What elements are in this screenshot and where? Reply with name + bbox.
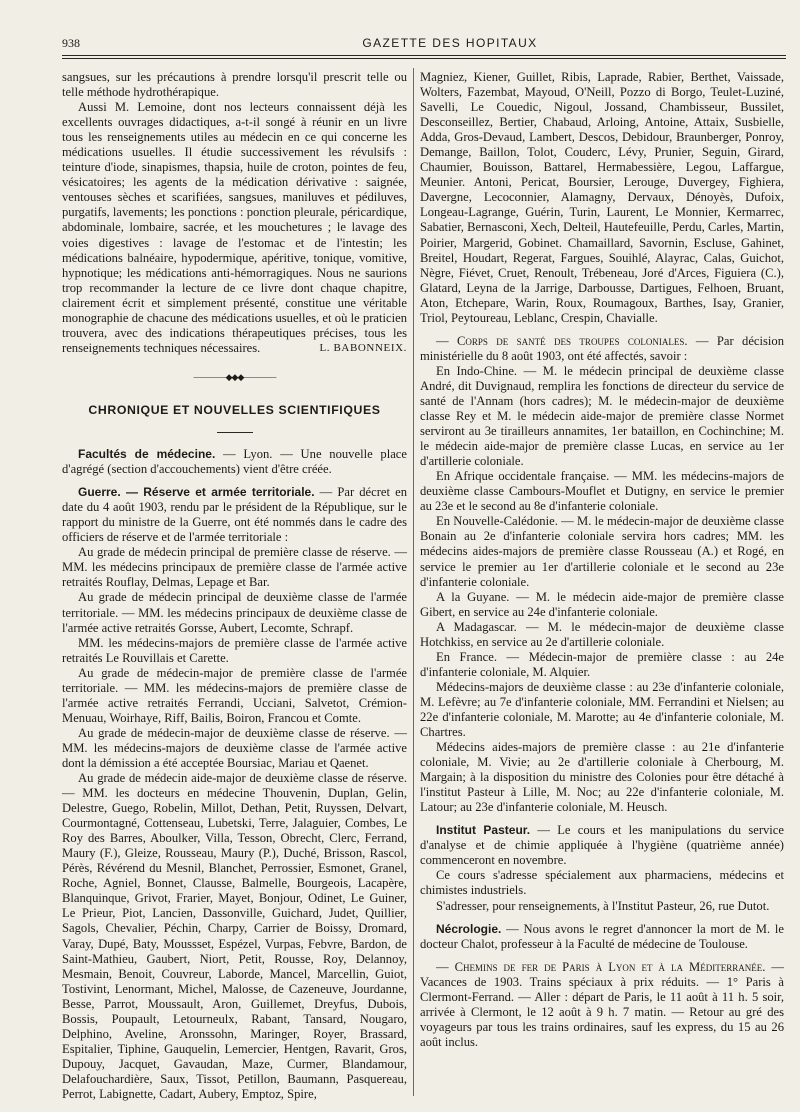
section-ornament: ————◆◆◆———— xyxy=(193,371,276,382)
paragraph: Magniez, Kiener, Guillet, Ribis, Laprade, Rabier, Berthet, Vaissade, Wolters, Fazembat, Mayoud, O'Neill, Pozzo di Borgo, Teulet-Luziné, Savelli, Le Couedic, Nigoul, Jossand, Chambisseur, Bussilet, Desconseillez, Bertier, Chabaud, Arloing, Antoine, Attaix, Susbielle, Adda, Gros-Devaud, Lambert, Descos, Debidour, Braunberger, Ponroy, Demange, Baillon, Tolot, Couderc, Lévy, Prunier, Seguin, Girard, Chaumier, Bouisson, Battarel, Hermabessière, Legou, Laffargue, Meunier. Antoni, Pericat, Boursier, Lerouge, Duvergey, Fighiera, Davergne, Lecoconnier, Alamagny, Dervaux, Dénoyès, Dufoix, Longeau-Lagrange, Guérin, Turin, Laurent, Le Monnier, Kermarrec, Sabatier, Bernasconi, Xech, Delteil, Hautefeuille, Perdu, Carles, Martin, Poirier, Margerid, Gobinet. Chamaillard, Savornin, Escluse, Gahinet, Breitel, Houdart, Regerat, Fargues, Souihlé, Alayrac, Calas, Guichot, Nègre, Fiévet, Cruet, Renoult, Trébeneau, Joré d'Arces, Figuiera (C.), Glatard, Leyna de la Jarrige, Darbousse, Dartigues, Felhoen, Bruant, Aton, Etchepare, Warin, Roux, Roumagoux, Barthes, Isay, Granier, Triol, Peytoureau, Leblanc, Crespin, Chavialle. xyxy=(420,70,784,325)
news-body: — Lyon. — Une nouvelle place d'agrégé (section d'accouchements) vient d'être créée. xyxy=(62,447,407,477)
news-body: — Par décret en date du 4 août 1903, rendu par le président de la République, sur le rapport du ministre de la Guerre, ont été nommés dans le cadre des officiers de réserve et de l'armée territoriale : xyxy=(62,485,408,545)
news-heading: Nécrologie. xyxy=(436,921,502,936)
paragraph: En France. — Médecin-major de première classe : au 24e d'infanterie coloniale, M. Alquier. xyxy=(420,649,784,679)
paragraph: Au grade de médecin-major de deuxième classe de réserve. — MM. les médecins-majors de deuxième classe de l'armée active dont la démission a été acceptée Boursiac, Mariau et Qaenet. xyxy=(62,725,407,770)
paragraph: Aussi M. Lemoine, dont nos lecteurs connaissent déjà les excellents ouvrages didactiques, a-t-il songé à réunir en un livre tous les renseignements utiles au médecin en ce qui concerne les médications usuelles. Il étudie successivement les révulsifs : teinture d'iode, sinapismes, thapsia, huile de croton, pointes de feu, vésicatoires; les agents de la médication dérivative : saignée, ventouses sèches et scarifiées, sangsues, maniluves et pédiluves, purgatifs, lavements; les ponctions : ponction pleurale, péricardique, abdominale, lombaire, sacrée, et les mouchetures ; le lavage des voies digestives : lavage de l'estomac et de l'intestin; les médications balnéaire, hypodermique, apéritive, tonique, vomitive, hypnotique; les médications anti-hémorragiques. Nous ne saurions trop recommander la lecture de ce livre dont chaque chapitre, clairement écrit et simplement présenté, constitue une véritable monographie de chacune des médications usuelles, et où le praticien trouvera, avec des indications thérapeutiques précises, tous les renseignements techniques nécessaires. xyxy=(62,100,407,355)
paragraph: MM. les médecins-majors de première classe de l'armée active retraités Le Rouvillais et Carette. xyxy=(62,635,407,665)
news-item xyxy=(62,485,407,545)
page-number: 938 xyxy=(62,36,80,50)
author-signature: L. BABONNEIX. xyxy=(319,341,407,354)
news-body: — Nous avons le regret d'annoncer la mort de M. le docteur Chalot, professeur à la Faculté de médecine de Toulouse. xyxy=(420,921,784,951)
header-rule-bottom xyxy=(62,58,786,59)
paragraph: Au grade de médecin-major de première classe de l'armée territoriale. — MM. les médecins-majors de première classe de l'armée active retraités Ferrandi, Ucciani, Salvetot, Crémion-Menuau, Woirhaye, Riff, Bailis, Boiron, Francou et Comte. xyxy=(62,665,407,725)
journal-title: GAZETTE DES HOPITAUX xyxy=(362,36,538,50)
news-item xyxy=(420,960,784,1050)
news-heading: — Chemins de fer de Paris à Lyon et à la Méditerranée. xyxy=(436,959,766,974)
news-item xyxy=(420,922,784,952)
paragraph: Ce cours s'adresse spécialement aux pharmaciens, médecins et chimistes industriels. xyxy=(420,868,784,898)
section-title: CHRONIQUE ET NOUVELLES SCIENTIFIQUES xyxy=(88,402,381,417)
news-body: — Par décision ministérielle du 8 août 1903, ont été affectés, savoir : xyxy=(420,333,784,363)
section-rule xyxy=(217,432,253,433)
paragraph: En Nouvelle-Calédonie. — M. le médecin-major de deuxième classe Bonain au 2e d'infanterie coloniale servira hors cadres; MM. les médecins aides-majors de première classe Rousseau (A.) et Rogé, en service le premier au 1er d'artillerie coloniale et le second au 23e d'infanterie coloniale. xyxy=(420,514,784,589)
paragraph: A la Guyane. — M. le médecin aide-major de première classe Gibert, en service au 24e d'infanterie coloniale. xyxy=(420,589,784,619)
news-heading: Facultés de médecine. xyxy=(78,447,216,462)
paragraph: S'adresser, pour renseignements, à l'Institut Pasteur, 26, rue Dutot. xyxy=(436,898,770,913)
news-body: — Le cours et les manipulations du service d'analyse et de chimie appliquée à l'hygiène (quatrième année) commenceront en novembre. xyxy=(420,823,784,868)
news-item xyxy=(420,334,784,364)
paragraph: En Afrique occidentale française. — MM. les médecins-majors de deuxième classe Cambours-Mouflet et Dutigny, en service le premier au 23e et le second au 8e d'infanterie coloniale. xyxy=(420,469,784,514)
header-rule-top xyxy=(62,55,786,56)
paragraph: Au grade de médecin principal de deuxième classe de l'armée territoriale. — MM. les médecins principaux de deuxième classe de l'armée active retraités Gorsse, Aubert, Lecomte, Schrapf. xyxy=(62,590,407,635)
paragraph: A Madagascar. — M. le médecin-major de deuxième classe Hotchkiss, en service au 2e d'artillerie coloniale. xyxy=(420,619,784,649)
paragraph: Médecins aides-majors de première classe : au 21e d'infanterie coloniale, M. Vivie; au 2e d'artillerie coloniale à Cherbourg, M. Margain; à la disposition du ministre des Colonies pour être détaché à l'institut Pasteur à Lille, M. Noc; au 22e d'infanterie coloniale, M. Latour; au 23e d'infanterie coloniale, M. Heusch. xyxy=(420,740,784,815)
paragraph: Au grade de médecin aide-major de deuxième classe de réserve. — MM. les docteurs en médecine Thouvenin, Duplan, Gelin, Delestre, Guego, Robelin, Millot, Dethan, Petit, Ruyssen, Delvart, Courmontagné, Cottenseau, Lubetski, Terre, Jalaguier, Combes, Le Roy des Barres, Aboulker, Villa, Tesson, Obrecht, Clerc, Ferrand, Maury (F.), Gleize, Rousseau, Maury (P.), Duché, Brisson, Rascol, Pérès, Révérend du Mesnil, Blanchet, Perrossier, Esmonet, Granel, Roche, Agniel, Bonnet, Clausse, Balmelle, Bourgeois, Lacapère, Blanquinque, Grivot, Frarier, Mayet, Bonjour, Odinet, Le Guiner, Le Prieur, Piot, Lancien, Dassonville, Guichard, Judet, Quillier, Sagols, Chevalier, Péchin, Charpy, Carrier de Boissy, Dromard, Varay, Dupé, Baty, Moussset, Espézel, Vurpas, Febvre, Bardon, de Saint-Mathieu, Gaubert, Niort, Petit, Rousse, Roy, Delannoy, Mesmain, Benoit, Couvreur, Laborde, Mancel, Marcellin, Guiot, Tostivint, Lenormant, Michel, Malosse, de Cazeneuve, Jourdanne, Besse, Parrot, Moussault, Aron, Guillemet, Dreyfus, Dubois, Bossis, Poupault, Letourneulx, Rabant, Tansard, Nougaro, Delphino, Aveline, Aronssohn, Maringer, Royer, Brassard, Espitalier, Tiphine, Gauquelin, Lemercier, Hentgen, Ravarit, Gros, Dupouy, Jacquet, Gavaudan, Maze, Curmer, Blandamour, Delafouchardière, Saux, Tissot, Petillon, Baumann, Pasquereau, Perrot, Labignette, Cadart, Aubery, Emptoz, Spire, xyxy=(62,771,407,1101)
news-heading: — Corps de santé des troupes coloniales. xyxy=(436,333,688,348)
paragraph: En Indo-Chine. — M. le médecin principal de deuxième classe André, dit Duvignaud, remplira les fonctions de directeur du service de santé de l'Annam (hors cadres); M. le médecin-major de deuxième classe Rey et M. le médecin aide-major de première classe Normet serviront au 3e tirailleurs annamites, 1er bataillon, en Cochinchine; M. le médecin aide-major de première classe Lucas, en service au 1er d'artillerie coloniale. xyxy=(420,363,784,469)
paragraph: Médecins-majors de deuxième classe : au 23e d'infanterie coloniale, M. Lefèvre; au 7e d'infanterie coloniale, MM. Ferrandini et Nielsen; au 22e d'infanterie coloniale, M. Marotte; au 4e d'infanterie coloniale, M. Chartres. xyxy=(420,679,784,740)
news-heading: Guerre. — Réserve et armée territoriale. xyxy=(78,485,315,500)
news-item xyxy=(62,447,407,477)
paragraph: Au grade de médecin principal de première classe de réserve. — MM. les médecins principaux de première classe de l'armée active retraités Rouflay, Delmas, Lepage et Bar. xyxy=(62,545,407,590)
right-column xyxy=(420,70,784,1050)
column-divider xyxy=(413,68,414,1096)
news-heading: Institut Pasteur. xyxy=(436,823,531,838)
paragraph: sangsues, sur les précautions à prendre lorsqu'il prescrit telle ou telle méthode hydrothérapique. xyxy=(62,70,407,100)
left-column xyxy=(62,70,407,1102)
news-body: — Vacances de 1903. Trains spéciaux à prix réduits. — 1° Paris à Clermont-Ferrand. — Aller : départ de Paris, le 11 août à 11 h. 5 soir, arrivée à Clermont, le 12 août à 9 h. 7 matin. — Retour au gré des voyageurs par tous les trains ordinaires, sauf les express, du 15 au 26 août inclus. xyxy=(420,959,784,1049)
news-item xyxy=(420,823,784,868)
